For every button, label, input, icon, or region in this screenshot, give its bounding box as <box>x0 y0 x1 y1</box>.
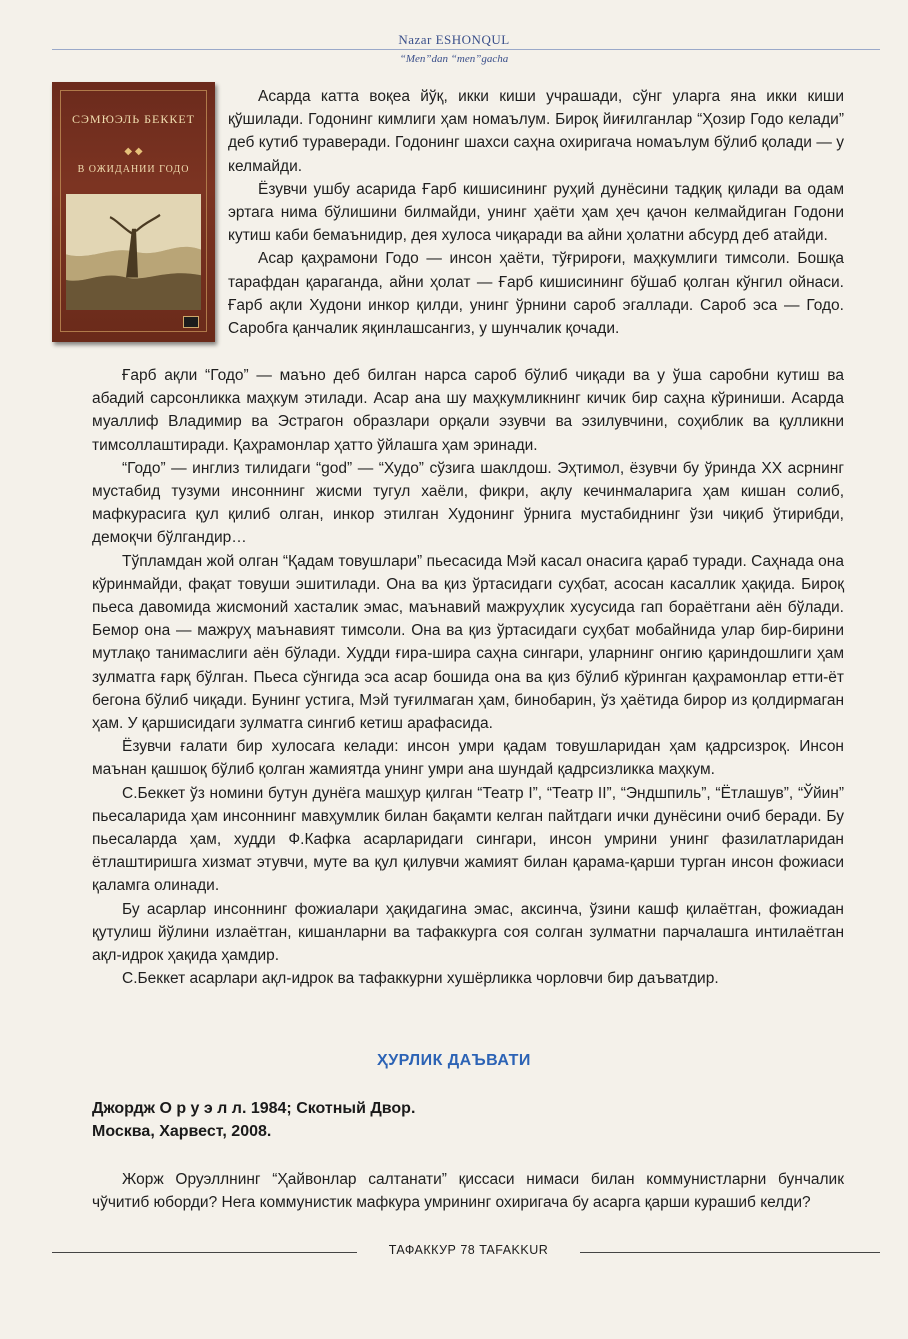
book-reference-line-1: Джордж О р у э л л. 1984; Скотный Двор. <box>92 1100 416 1117</box>
cover-landscape-icon <box>66 194 201 310</box>
footer-rule-right <box>580 1252 880 1253</box>
footer-rule-left <box>52 1252 357 1253</box>
paragraph: Жорж Оруэллнинг “Ҳайвонлар салтанати” қиссаси нимаси билан коммунистларни бунчалик чўчитиб юборди? Нега коммунистик мафкура умрининг охиригача бу асарга қарши курашиб келди? <box>92 1171 844 1212</box>
book-reference <box>92 1097 844 1143</box>
paragraph: Ёзувчи ғалати бир хулосага келади: инсон умри қадам товушларидан ҳам қадрсизроқ. Инсон маънан қашшоқ бўлиб қолган жамиятда унинг умри ана шундай қадрсизликка маҳкум. <box>92 738 844 779</box>
text-block-bottom <box>92 1168 844 1214</box>
paragraph: Ғарб ақли “Годо” — маъно деб билган нарса сароб бўлиб чиқади ва у ўша саробни кутиш ва абадий сарсонликка маҳкум этилади. Асар ана шу маҳкумликнинг кичик бир саҳна кўриниши. Асарда муаллиф Владимир ва Эстрагон образлари орқали эзувчи ва эзилувчини, соҳиблик ва қулликни тимсоллаштиради. Қаҳрамонлар ҳатто ўйлашга ҳам эринади. <box>92 367 844 454</box>
publisher-logo-icon <box>183 316 199 328</box>
paragraph: С.Беккет асарлари ақл-идрок ва тафаккурни хушёрликка чорловчи бир даъватдир. <box>122 970 719 988</box>
paragraph: Асарда катта воқеа йўқ, икки киши учрашади, сўнг уларга яна икки киши қўшилади. Годонинг кимлиги ҳам номаълум. Бироқ йиғилганлар “Ҳозир Годо келади” деб кутиб тураверади. Годонинг шахси саҳна охиригача номаълум бўлиб қолади — у келмайди. <box>228 88 844 175</box>
book-reference-line-2: Москва, Харвест, 2008. <box>92 1123 272 1140</box>
running-header-subtitle: “Men”dan “men”gacha <box>399 53 509 65</box>
book-cover-author: СЭМЮЭЛЬ БЕККЕТ <box>71 112 195 126</box>
paragraph: Тўпламдан жой олган “Қадам товушлари” пьесасида Мэй касал онасига қараб туради. Саҳнада она кўринмайди, фақат товуши эшитилади. Она ва қиз ўртасидаги суҳбат, асосан касаллик ҳақида. Бироқ пьеса давомида жисмоний хасталик эмас, маънавий мажруҳлик хусусида гап бораётгани аён бўлади. Бемор она — мажруҳ маънавият тимсоли. Она ва қиз ўртасидаги суҳбат мобайнида улар бир-бирини мутлақо танимаслиги аён бўлади. Худди ғира-шира саҳна сингари, уларнинг онгию қариндошлиги ҳам зулматга ғарқ бўлган. Пьеса сўнгида эса асар бошида она ва қиз бўлиб кўринган қаҳрамонлар етти-ёт бегона бўлиб чиқади. Бунинг устига, Мэй туғилмаган ҳам, бинобарин, ўз ҳаётида бирор из қолдирмаган ҳам. У қаршисидаги зулматга сингиб кетиш арафасида. <box>92 552 844 733</box>
section-title: ҲУРЛИК ДАЪВАТИ <box>377 1052 531 1069</box>
book-cover-image <box>52 82 215 342</box>
page-footer: ТАФАККУР 78 TAFAKKUR <box>388 1243 549 1257</box>
header-rule <box>52 49 880 50</box>
running-header-author: Nazar ESHONQUL <box>398 32 510 47</box>
book-cover-illustration <box>66 194 201 310</box>
text-block-main <box>92 364 844 990</box>
paragraph: Ёзувчи ушбу асарида Ғарб кишисининг руҳий дунёсини тадқиқ қилади ва одам эртага нима бўлишини билмайди, унинг ҳаёти ҳам ҳеч қачон келмайдиган Годони кутиш каби бемаънидир, дея хулоса чиқаради ва айни ҳолатни абсурд деб атайди. <box>228 180 844 245</box>
paragraph: Асар қаҳрамони Годо — инсон ҳаёти, тўғрироғи, маҳкумлиги тимсоли. Бошқа тарафдан қараганда, айни ҳолат — Ғарб кишисининг бўшаб қолган кўнгил ойнаси. Ғарб ақли Худони инкор қилди, унинг ўрнини сароб эгаллади. Сароб эса — Годо. Саробга қанчалик яқинлашсангиз, у шунчалик қочади. <box>228 250 844 338</box>
paragraph: Бу асарлар инсоннинг фожиалари ҳақидагина эмас, аксинча, ўзини кашф қилаётган, фожиадан қутулиш йўлини излаётган, кишанларни ва тафаккурга соя солган зулматни парчалашга интилаётган ақл-идрок ҳақида ҳамдир. <box>92 900 844 965</box>
text-block-beside-cover <box>228 85 844 340</box>
paragraph: С.Беккет ўз номини бутун дунёга машҳур қилган “Театр I”, “Театр II”, “Эндшпиль”, “Ётлашув”, “Ўйин” пьесаларида ҳам инсоннинг мавҳумлик билан бақамти келган пайтдаги ички дунёсини очиб беради. Бу пьесаларда ҳам, худди Ф.Кафка асарларидаги сингари, инсон умрини унинг фазилатларидан ётлаштиришга хизмат этувчи, муте ва қул қилувчи жамият билан қарама-қарши турган инсон фожиаси қаламга олинади. <box>92 784 844 895</box>
book-cover-ornament-icon: ◆ ◆ <box>124 146 143 157</box>
book-cover-title: В ОЖИДАНИИ ГОДО <box>77 164 190 175</box>
paragraph: “Годо” — инглиз тилидаги “god” — “Худо” сўзига шаклдош. Эҳтимол, ёзувчи бу ўринда ХХ асрнинг мустабид тузуми инсоннинг жисми тугул хаёли, фикри, ақлу кечинмаларига ҳам кишан солиб, мафкурасига қул қилиб олган, инкор этилган Худонинг ўрнига мустабиднинг ўзи чиқиб ўтирибди, демоқчи бўлгандир… <box>92 459 844 547</box>
